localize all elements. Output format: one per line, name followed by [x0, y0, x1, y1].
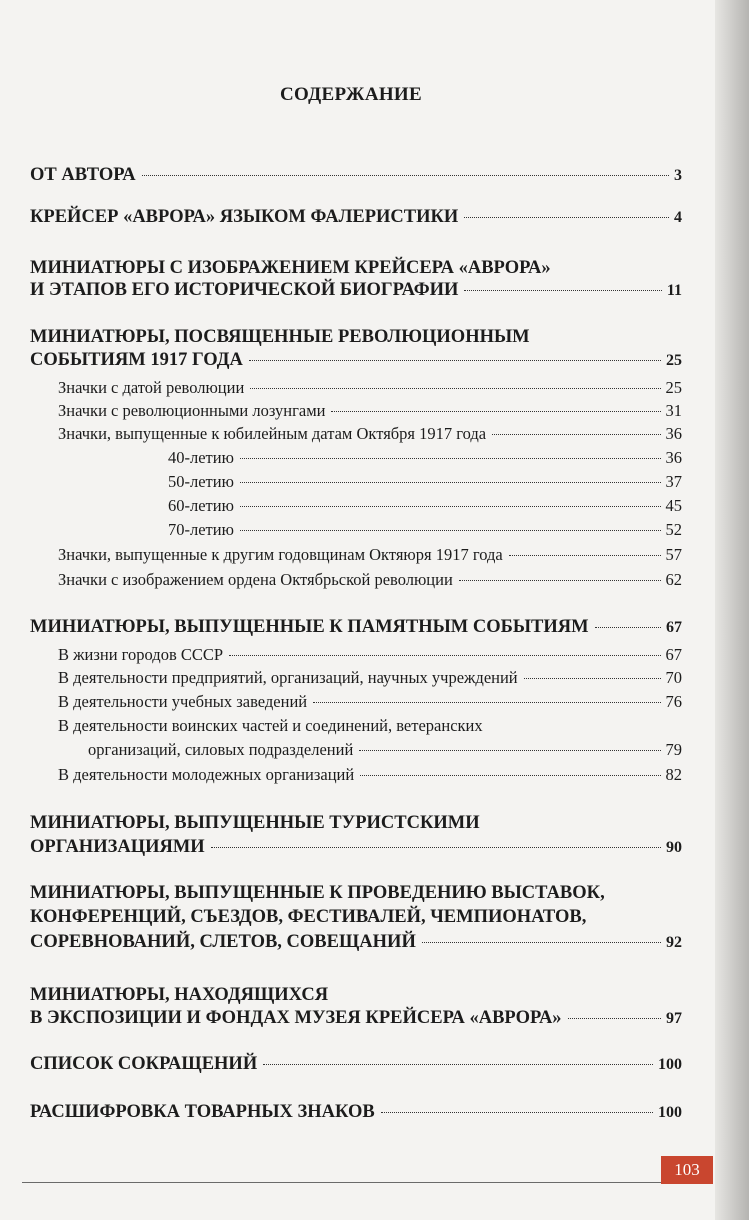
dot-leader — [142, 175, 669, 176]
toc-entry-miniatury-rev[interactable]: СОБЫТИЯМ 1917 ГОДА 25 — [30, 350, 682, 370]
toc-subentry[interactable]: В жизни городов СССР 67 — [58, 645, 682, 664]
toc-subentry[interactable]: 70-летию 52 — [168, 520, 682, 539]
toc-entry-miniatury-izobr[interactable]: И ЭТАПОВ ЕГО ИСТОРИЧЕСКОЙ БИОГРАФИИ 11 — [30, 280, 682, 300]
dot-leader — [422, 942, 661, 943]
toc-entry-spisok[interactable]: СПИСОК СОКРАЩЕНИЙ 100 — [30, 1054, 682, 1074]
footer-rule — [22, 1182, 712, 1183]
toc-entry-kreyser[interactable]: КРЕЙСЕР «АВРОРА» ЯЗЫКОМ ФАЛЕРИСТИКИ 4 — [30, 207, 682, 227]
dot-leader — [240, 530, 661, 531]
dot-leader — [250, 388, 660, 389]
toc-subentry[interactable]: Значки с изображением ордена Октябрьской революции 62 — [58, 570, 682, 589]
toc-entry-miniatury-izobr-line1: МИНИАТЮРЫ С ИЗОБРАЖЕНИЕМ КРЕЙСЕРА «АВРОРА» — [30, 258, 551, 278]
toc-subentry[interactable]: 60-летию 45 — [168, 496, 682, 515]
toc-subentry[interactable]: В деятельности учебных заведений 76 — [58, 692, 682, 711]
toc-subentry[interactable]: В деятельности предприятий, организаций, научных учреждений 70 — [58, 668, 682, 687]
dot-leader — [568, 1018, 661, 1019]
page-number: 103 — [661, 1156, 713, 1184]
toc-entry-rasshifrovka[interactable]: РАСШИФРОВКА ТОВАРНЫХ ЗНАКОВ 100 — [30, 1102, 682, 1122]
toc-subentry[interactable]: В деятельности молодежных организаций 82 — [58, 765, 682, 784]
toc-subentry[interactable]: 50-летию 37 — [168, 472, 682, 491]
dot-leader — [249, 360, 661, 361]
toc-subentry[interactable]: Значки, выпущенные к другим годовщинам Октяюря 1917 года 57 — [58, 545, 682, 564]
toc-subentry[interactable]: 40-летию 36 — [168, 448, 682, 467]
dot-leader — [263, 1064, 653, 1065]
page-edge — [715, 0, 749, 1220]
dot-leader — [509, 555, 661, 556]
page-title: СОДЕРЖАНИЕ — [280, 84, 422, 105]
toc-subentry[interactable]: Значки с датой революции 25 — [58, 378, 682, 397]
toc-entry-miniatury-vyst-line2: КОНФЕРЕНЦИЙ, СЪЕЗДОВ, ФЕСТИВАЛЕЙ, ЧЕМПИОНАТОВ, — [30, 907, 587, 927]
dot-leader — [381, 1112, 653, 1113]
toc-entry-miniatury-tur[interactable]: ОРГАНИЗАЦИЯМИ 90 — [30, 837, 682, 857]
dot-leader — [464, 290, 661, 291]
dot-leader — [229, 655, 660, 656]
toc-entry-miniatury-pam[interactable]: МИНИАТЮРЫ, ВЫПУЩЕННЫЕ К ПАМЯТНЫМ СОБЫТИЯМ 67 — [30, 617, 682, 637]
dot-leader — [464, 217, 669, 218]
toc-entry-miniatury-muz-line1: МИНИАТЮРЫ, НАХОДЯЩИХСЯ — [30, 985, 329, 1005]
toc-entry-miniatury-vyst-line1: МИНИАТЮРЫ, ВЫПУЩЕННЫЕ К ПРОВЕДЕНИЮ ВЫСТАВОК, — [30, 883, 605, 903]
dot-leader — [492, 434, 660, 435]
toc-entry-ot-avtora[interactable]: ОТ АВТОРА 3 — [30, 165, 682, 185]
dot-leader — [359, 750, 660, 751]
dot-leader — [240, 482, 661, 483]
dot-leader — [595, 627, 661, 628]
toc-entry-miniatury-muz[interactable]: В ЭКСПОЗИЦИИ И ФОНДАХ МУЗЕЯ КРЕЙСЕРА «АВРОРА» 97 — [30, 1008, 682, 1028]
toc-subentry-line1: В деятельности воинских частей и соединений, ветеранских — [58, 716, 483, 735]
toc-subentry[interactable]: организаций, силовых подразделений 79 — [88, 740, 682, 759]
dot-leader — [240, 458, 661, 459]
dot-leader — [211, 847, 661, 848]
toc-subentry[interactable]: Значки, выпущенные к юбилейным датам Октября 1917 года 36 — [58, 424, 682, 443]
toc-subentry[interactable]: Значки с революционными лозунгами 31 — [58, 401, 682, 420]
dot-leader — [360, 775, 660, 776]
dot-leader — [524, 678, 661, 679]
dot-leader — [240, 506, 661, 507]
toc-entry-miniatury-rev-line1: МИНИАТЮРЫ, ПОСВЯЩЕННЫЕ РЕВОЛЮЦИОННЫМ — [30, 327, 530, 347]
toc-entry-miniatury-vyst[interactable]: СОРЕВНОВАНИЙ, СЛЕТОВ, СОВЕЩАНИЙ 92 — [30, 932, 682, 952]
toc-entry-miniatury-tur-line1: МИНИАТЮРЫ, ВЫПУЩЕННЫЕ ТУРИСТСКИМИ — [30, 813, 480, 833]
dot-leader — [313, 702, 660, 703]
dot-leader — [459, 580, 661, 581]
dot-leader — [331, 411, 660, 412]
